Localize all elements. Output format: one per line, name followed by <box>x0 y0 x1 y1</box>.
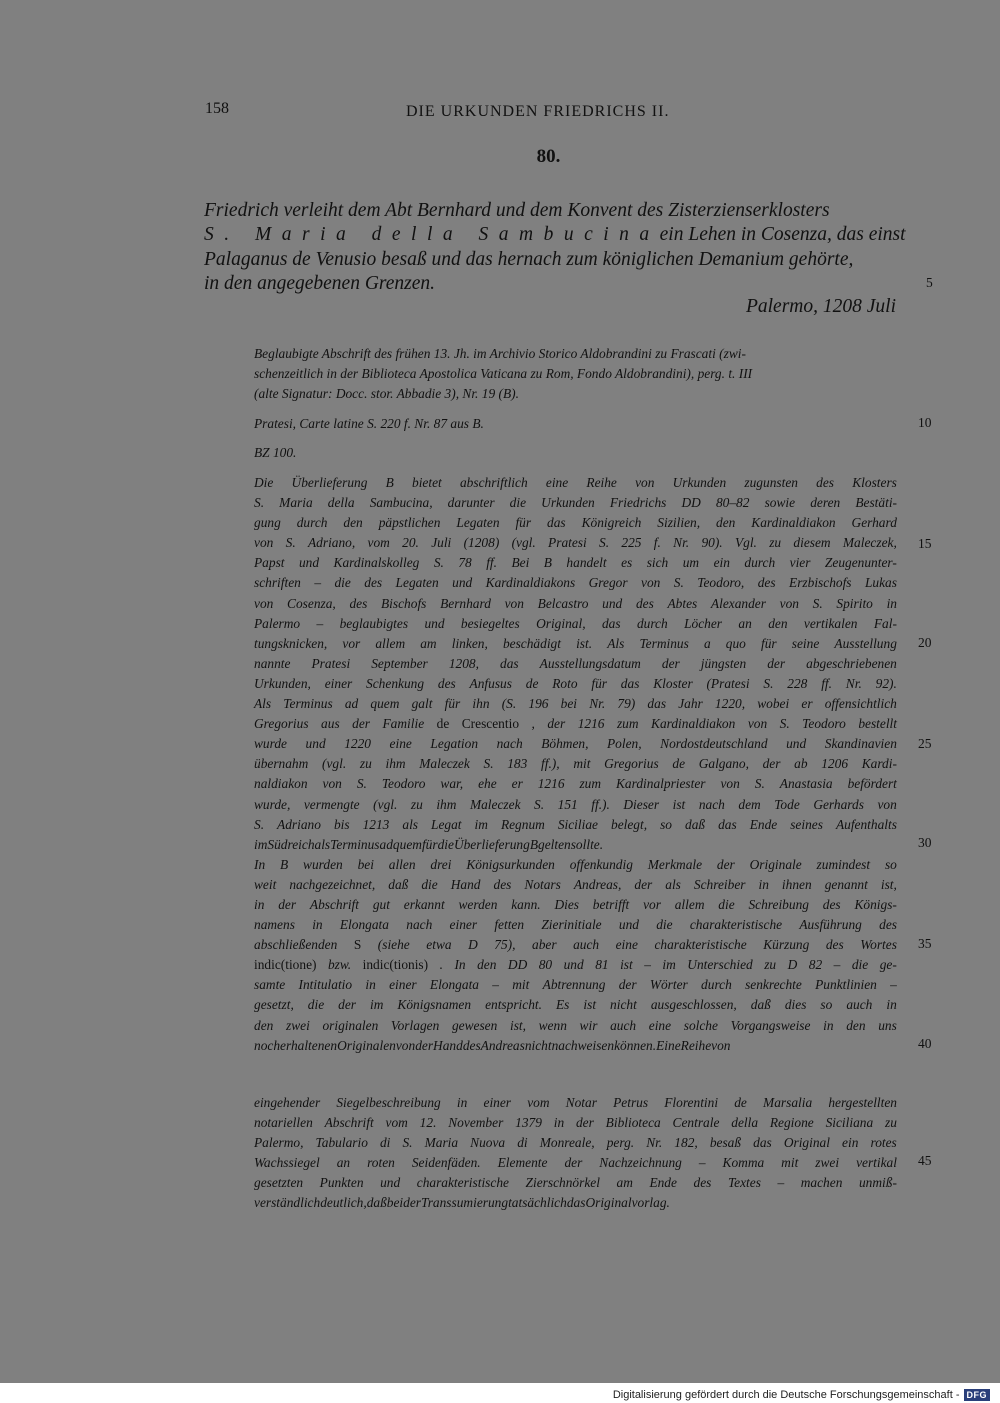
monastery-name: S. Maria della Sambucina <box>204 224 660 246</box>
page-number: 158 <box>205 100 229 117</box>
credit-text: Digitalisierung gefördert durch die Deutsche Forschungsgemeinschaft - <box>612 1389 960 1401</box>
text-line: BZ 100. <box>254 445 297 460</box>
text-line: In B wurden bei allen drei Königsurkunden offenkundig Merkmale der Originale zumindest so <box>254 856 897 872</box>
text-line: wurde und 1220 eine Legation nach Böhmen, Polen, Nordostdeutschland und Skandinavien <box>254 736 897 752</box>
text-line: von S. Adriano, vom 20. Juli (1208) (vgl. Pratesi S. 225 f. Nr. 90). Vgl. zu diesem Maleczek, <box>254 535 897 551</box>
text-line: S. Adriano bis 1213 als Legat im Regnum Siciliae belegt, so daß das Ende seines Aufenthalts <box>254 816 897 832</box>
text-line: Die Überlieferung B bietet abschriftlich eine Reihe von Urkunden zugunsten des Klosters <box>254 475 897 490</box>
text-line: schenzeitlich in der Biblioteca Apostolica Vaticana zu Rom, Fondo Aldobrandini), perg. t. III <box>254 366 753 382</box>
line-number: 5 <box>926 275 933 290</box>
text-line: Papst und Kardinalskolleg S. 78 ff. Bei B handelt es sich um ein durch vier Zeugenunter- <box>254 555 897 571</box>
text-line: von Cosenza, des Bischofs Bernhard von Belcastro und des Abtes Alexander von S. Spirito in <box>254 595 897 611</box>
text-line: schriften – die des Legaten und Kardinaldiakons Gregor von S. Teodoro, des Erzbischofs Lukas <box>254 575 897 591</box>
text-line: im Südreich als Terminus ad quem für die Überlieferung B gelten sollte. <box>254 836 604 852</box>
line-number: 40 <box>918 1036 932 1051</box>
text-line: (alte Signatur: Docc. stor. Abbadie 3), Nr. 19 (B). <box>254 386 519 402</box>
text-line: Palermo, Tabulario di S. Maria Nuova di Monreale, perg. Nr. 182, besaß das Original ein rotes <box>254 1135 897 1151</box>
line-number: 35 <box>918 936 932 951</box>
document-number: 80. <box>536 146 561 167</box>
text-line: indic(tione) bzw. indic(tionis) . In den DD 80 und 81 ist – im Unterschied zu D 82 – die ge- <box>254 957 897 973</box>
edition-note <box>254 414 897 434</box>
text-line: nannte Pratesi September 1208, das Ausstellungsdatum der jüngsten der abgeschriebenen <box>254 655 897 671</box>
text-line: wurde, vermengte (vgl. zu ihm Maleczek S. 151 ff.). Dieser ist nach dem Tode Gerhards von <box>254 796 897 812</box>
text-line: Urkunden, einer Schenkung des Anfusus de Roto für das Kloster (Pratesi S. 228 ff. Nr. 92). <box>254 675 897 691</box>
text-line: gesetzt, die der im Königsnamen entspricht. Es ist nicht ausgeschlossen, daß dies so auch in <box>254 997 897 1013</box>
text-line: verständlich deutlich, daß bei der Transsumierung tatsächlich das Original vorlag. <box>254 1195 670 1211</box>
regest-line-rest: ein Lehen in Cosenza, das einst <box>659 224 906 246</box>
text-line: namens in Elongata nach einer fetten Zierinitiale und die charakteristische Ausführung des <box>254 917 897 933</box>
commentary <box>254 473 897 1056</box>
text-line: gesetzten Punkten und charakteristische Zierschnörkel am Ende des Textes – machen unmiß- <box>254 1175 897 1191</box>
footnote <box>254 1093 897 1214</box>
line-number: 30 <box>918 835 932 850</box>
place-date: Palermo, 1208 Juli <box>745 296 896 317</box>
digitization-credit <box>613 1389 990 1401</box>
regest <box>204 199 906 296</box>
text-line: abschließenden S (siehe etwa D 75), aber auch eine charakteristische Kürzung des Wortes <box>254 937 897 953</box>
text-line: Palermo – beglaubigtes und besiegeltes Original, das durch Löcher an den vertikalen Fal- <box>254 615 897 631</box>
text-line: Gregorius aus der Familie de Crescentio , der 1216 zum Kardinaldiakon von S. Teodoro bestellt <box>254 716 897 732</box>
line-number: 20 <box>918 635 932 650</box>
line-number: 10 <box>918 415 932 430</box>
line-number: 15 <box>918 536 932 551</box>
text-line: samte Intitulatio in einer Elongata – mit Abtrennung der Wörter durch senkrechte Punktlinien – <box>254 977 897 993</box>
text-line: weit nachgezeichnet, daß die Hand des Notars Andreas, der als Schreiber in ihnen genannt ist, <box>254 876 897 892</box>
line-number: 25 <box>918 736 932 751</box>
text-line: eingehender Siegelbeschreibung in einer vom Notar Petrus Florentini de Marsalia hergestellten <box>254 1095 897 1110</box>
text-line: Pratesi, Carte latine S. 220 f. Nr. 87 aus B. <box>254 416 484 431</box>
text-line: Beglaubigte Abschrift des frühen 13. Jh. im Archivio Storico Aldobrandini zu Frascati (zwi- <box>254 346 746 361</box>
regest-line <box>204 223 906 247</box>
text-line: Wachssiegel an roten Seidenfäden. Elemente der Nachzeichnung – Komma mit zwei vertikal <box>254 1155 897 1171</box>
running-head: DIE URKUNDEN FRIEDRICHS II. <box>406 103 670 120</box>
text-line: noch erhaltenen Originalen von der Hand des Andreas nicht nachweisen können. Eine Reihe von <box>254 1037 731 1053</box>
dfg-logo: DFG <box>964 1389 991 1401</box>
text-line: den zwei originalen Vorlagen gewesen ist, wenn wir auch eine solche Vorgangsweise in den uns <box>254 1017 897 1033</box>
regest-line: in den angegebenen Grenzen. <box>204 272 436 294</box>
text-line: S. Maria della Sambucina, darunter die Urkunden Friedrichs DD 80–82 sowie deren Bestäti- <box>254 495 897 511</box>
regesta-note <box>254 443 897 463</box>
transmission-note <box>254 344 897 404</box>
text-line: notariellen Abschrift vom 12. November 1379 in der Biblioteca Centrale della Regione Siciliana zu <box>254 1115 897 1131</box>
text-line: tungsknicken, vor allem am linken, beschädigt ist. Als Terminus a quo für seine Ausstellung <box>254 635 897 651</box>
text-line: Als Terminus ad quem galt für ihn (S. 196 bei Nr. 79) das Jahr 1220, wobei er offensichtlich <box>254 696 897 712</box>
text-line: übernahm (vgl. zu ihm Maleczek S. 183 ff.), mit Gregorius de Galgano, der ab 1206 Kardi- <box>254 756 897 772</box>
line-number: 45 <box>918 1153 932 1168</box>
text-line: naldiakon von S. Teodoro war, ehe er 1216 zum Kardinalpriester von S. Anastasia befördert <box>254 776 897 792</box>
regest-line: Palaganus de Venusio besaß und das hernach zum königlichen Demanium gehörte, <box>204 248 854 270</box>
text-line: gung durch den päpstlichen Legaten für das Königreich Sizilien, den Kardinaldiakon Gerhard <box>254 515 897 531</box>
text-line: in der Abschrift gut erkannt werden kann. Dies betrifft vor allem die Schreibung des Königs- <box>254 896 897 912</box>
regest-line: Friedrich verleiht dem Abt Bernhard und dem Konvent des Zisterzienserklosters <box>204 200 830 221</box>
